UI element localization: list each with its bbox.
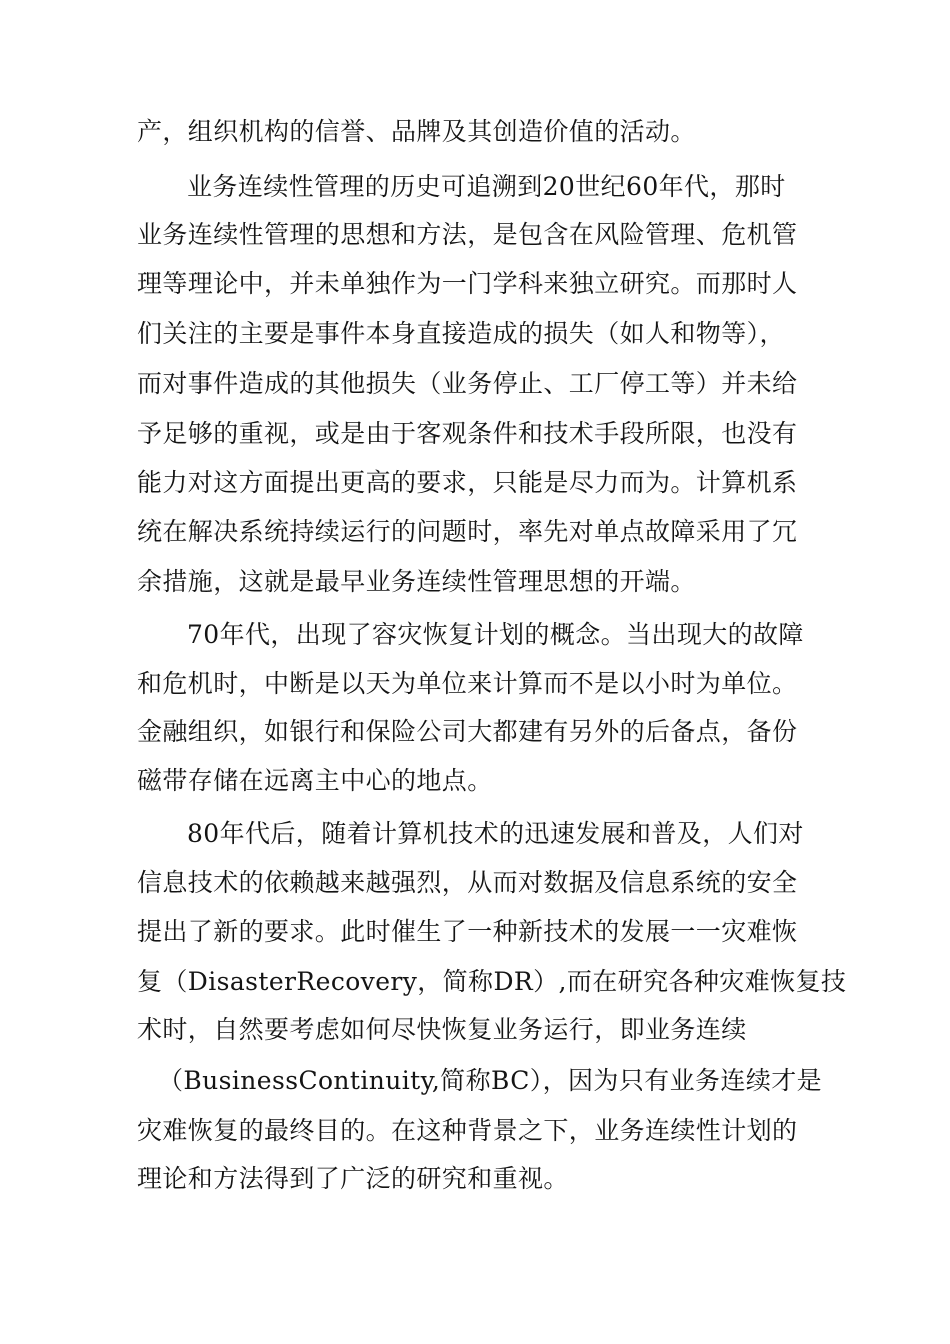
text-line: 理论和方法得到了广泛的研究和重视。 [137,1164,569,1193]
text-line: 理等理论中，并未单独作为一门学科来独立研究。而那时人 [137,269,798,298]
text-line: 灾难恢复的最终目的。在这种背景之下，业务连续性计划的 [137,1116,798,1145]
text-line: 而对事件造成的其他损失（业务停止、工厂停工等）并未给 [137,369,798,398]
text-line: 能力对这方面提出更高的要求，只能是尽力而为。计算机系 [137,468,798,497]
text-line: 术时，自然要考虑如何尽快恢复业务运行，即业务连续 [137,1015,747,1044]
paragraph-start-line: 70年代，出现了容灾恢复计划的概念。当出现大的故障 [187,620,804,649]
text-line: 余措施，这就是最早业务连续性管理思想的开端。 [137,567,696,596]
text-line: 予足够的重视，或是由于客观条件和技术手段所限，也没有 [137,419,798,448]
paragraph-start-line: 80年代后，随着计算机技术的迅速发展和普及，人们对 [187,819,804,848]
paragraph-start-line: 业务连续性管理的历史可追溯到20世纪60年代，那时 [187,172,786,201]
text-line: 磁带存储在远离主中心的地点。 [137,766,493,795]
text-line: 统在解决系统持续运行的问题时，率先对单点故障采用了冗 [137,517,798,546]
text-line: 金融组织，如银行和保险公司大都建有另外的后备点，备份 [137,717,798,746]
text-line: 们关注的主要是事件本身直接造成的损失（如人和物等）， [137,319,785,348]
text-line: 复（DisasterRecovery，简称DR）,而在研究各种灾难恢复技 [137,967,847,996]
text-line: （BusinessContinuity,简称BC），因为只有业务连续才是 [158,1066,823,1095]
text-line: 和危机时，中断是以天为单位来计算而不是以小时为单位。 [137,669,798,698]
text-line: 提出了新的要求。此时催生了一种新技术的发展一一灾难恢 [137,917,798,946]
text-line: 产，组织机构的信誉、品牌及其创造价值的活动。 [137,117,696,146]
text-line: 业务连续性管理的思想和方法，是包含在风险管理、危机管 [137,220,798,249]
text-line: 信息技术的依赖越来越强烈，从而对数据及信息系统的安全 [137,868,798,897]
